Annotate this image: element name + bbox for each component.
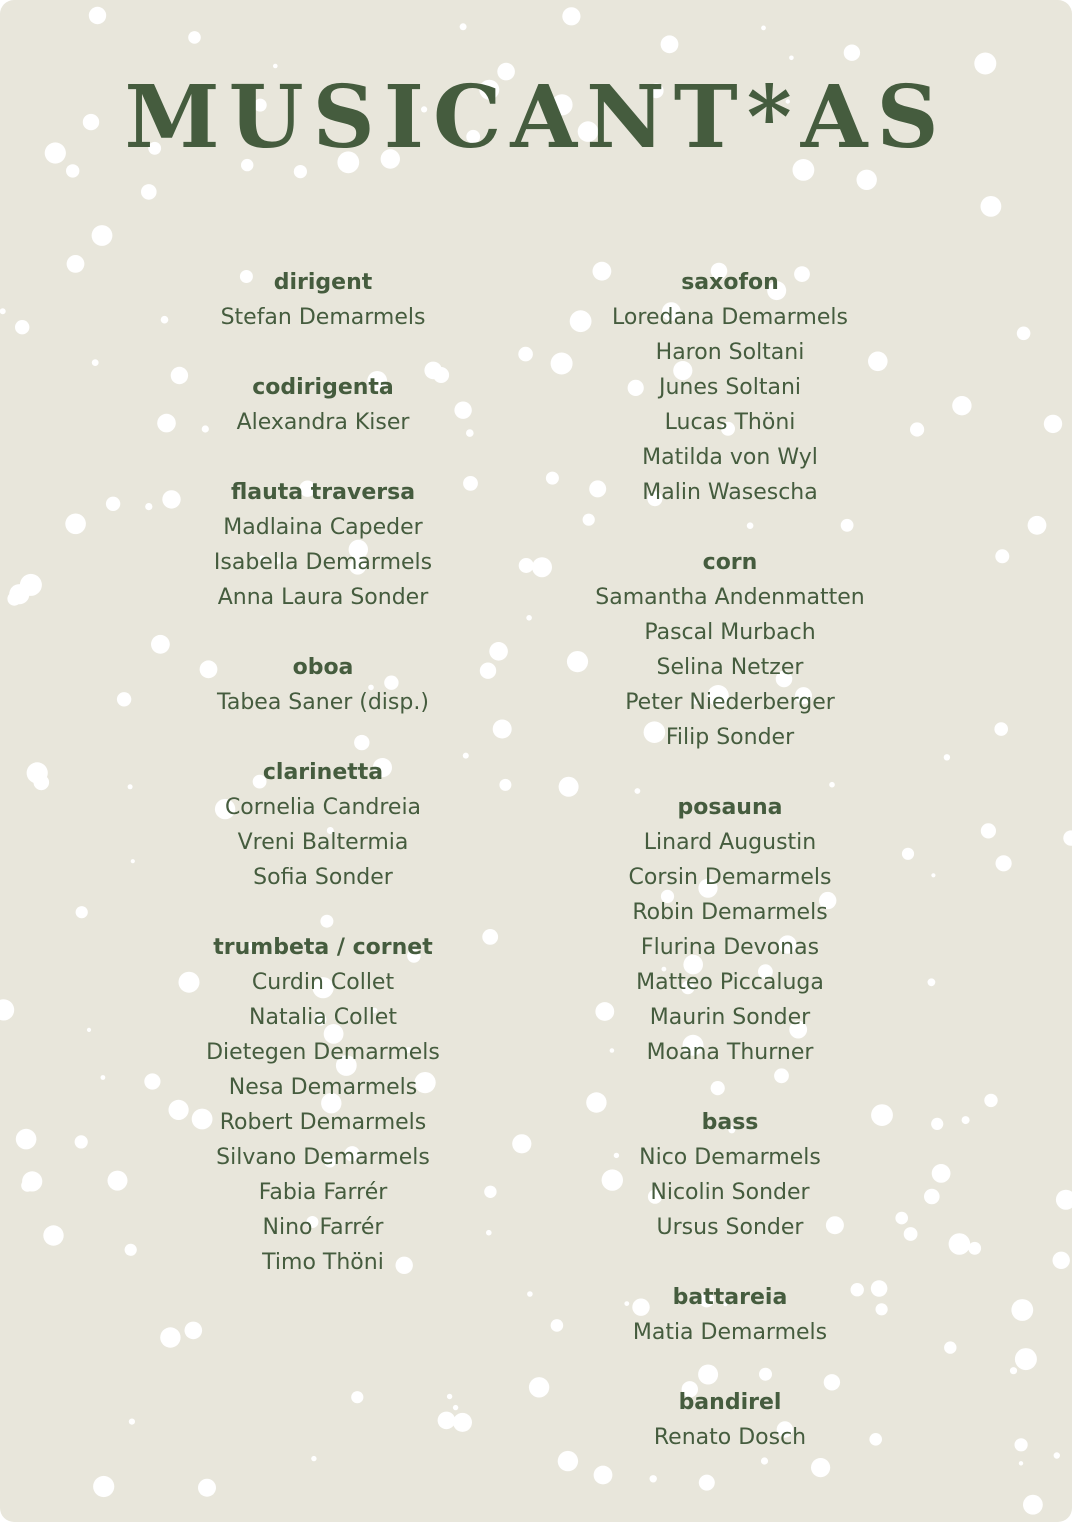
snow-dot [1063, 830, 1072, 845]
snow-dot [761, 26, 766, 31]
section-title: flauta traversa [230, 480, 416, 505]
snow-dot [185, 1322, 203, 1340]
member-name: Peter Niederberger [625, 690, 835, 715]
member-name: Samantha Andenmatten [595, 585, 865, 610]
snow-dot [87, 1028, 91, 1032]
snow-dot [562, 7, 580, 25]
member-name: Corsin Demarmels [628, 865, 832, 890]
member-name: Dietegen Demarmels [206, 1040, 440, 1065]
snow-dot [453, 1413, 472, 1432]
member-name: Sofia Sonder [253, 865, 393, 890]
member-name: Nicolin Sonder [650, 1180, 810, 1205]
snow-dot [1011, 1299, 1033, 1321]
section-title: corn [702, 550, 758, 575]
snow-dot [994, 722, 1008, 736]
member-name: Nesa Demarmels [228, 1075, 418, 1100]
snow-dot [968, 1242, 981, 1255]
member-name: Cornelia Candreia [224, 795, 422, 820]
snow-dot [101, 1075, 106, 1080]
snow-dot [92, 225, 113, 246]
snow-dot [981, 823, 996, 838]
member-name: Matia Demarmels [632, 1320, 828, 1345]
member-name: Pascal Murbach [644, 620, 816, 645]
snow-dot [27, 762, 48, 783]
instrument-section [113, 930, 533, 1280]
member-name: Robert Demarmels [219, 1110, 427, 1135]
member-name: Silvano Demarmels [216, 1145, 430, 1170]
snow-dot [1019, 1461, 1023, 1465]
member-name: Loredana Demarmels [612, 305, 848, 330]
snow-dot [447, 1394, 452, 1399]
instrument-section [113, 265, 533, 335]
snow-dot [1054, 1452, 1060, 1458]
member-name: Matteo Piccaluga [636, 970, 824, 995]
member-name: Renato Dosch [653, 1425, 807, 1450]
snow-dot [76, 906, 88, 918]
member-name: Nico Demarmels [639, 1145, 821, 1170]
snow-dot [92, 359, 99, 366]
snow-dot [43, 1225, 63, 1245]
snow-dot [1023, 1495, 1043, 1515]
snow-dot [1015, 1438, 1028, 1451]
member-name: Maurin Sonder [649, 1005, 811, 1030]
instrument-section [520, 1385, 940, 1455]
member-name: Linard Augustin [643, 830, 817, 855]
member-name: Junes Soltani [658, 375, 802, 400]
member-name: Matilda von Wyl [642, 445, 818, 470]
snow-dot [981, 196, 1002, 217]
member-name: Ursus Sonder [656, 1215, 804, 1240]
snow-dot [1028, 516, 1047, 535]
snow-dot [67, 255, 85, 273]
snow-dot [1053, 1252, 1070, 1269]
snow-dot [1015, 1348, 1037, 1370]
member-name: Nino Farrér [262, 1215, 384, 1240]
snow-dot [7, 592, 21, 606]
member-name: Fabia Farrér [258, 1180, 388, 1205]
member-name: Moana Thurner [646, 1040, 814, 1065]
snow-dot [962, 1116, 970, 1124]
left-column [113, 265, 533, 1315]
section-title: battareia [672, 1285, 788, 1310]
section-title: trumbeta / cornet [213, 935, 433, 960]
snow-dot [160, 1327, 180, 1347]
page-title: MUSICANT*AS [124, 67, 948, 168]
snow-dot [75, 1135, 88, 1148]
snow-dot [460, 23, 467, 30]
member-name: Natalia Collet [249, 1005, 397, 1030]
instrument-section [520, 1105, 940, 1245]
snow-dot [844, 45, 860, 61]
snow-dot [198, 1479, 216, 1497]
snow-dot [949, 1233, 971, 1255]
section-title: clarinetta [262, 760, 384, 785]
member-name: Timo Thöni [262, 1250, 384, 1275]
section-title: codirigenta [252, 375, 394, 400]
member-name: Selina Netzer [656, 655, 804, 680]
snow-dot [21, 1179, 33, 1191]
section-title: posauna [677, 795, 783, 820]
snow-dot [188, 31, 201, 44]
instrument-section [520, 545, 940, 755]
snow-dot [995, 549, 1009, 563]
section-title: oboa [292, 655, 354, 680]
instrument-section [113, 475, 533, 615]
member-name: Stefan Demarmels [220, 305, 426, 330]
snow-dot [311, 1456, 316, 1461]
snow-dot [1010, 1367, 1017, 1374]
member-name: Malin Wasescha [642, 480, 818, 505]
snow-dot [438, 1412, 456, 1430]
member-name: Anna Laura Sonder [217, 585, 429, 610]
member-name: Haron Soltani [655, 340, 805, 365]
instrument-section [113, 755, 533, 895]
snow-dot [89, 7, 106, 24]
snow-dot [15, 320, 29, 334]
instrument-section [113, 370, 533, 440]
snow-dot [1044, 415, 1062, 433]
snow-dot [1056, 1190, 1072, 1210]
snow-dot [1017, 327, 1031, 341]
member-name: Tabea Saner (disp.) [217, 690, 429, 715]
section-title: bass [701, 1110, 759, 1135]
snow-dot [944, 754, 950, 760]
member-name: Flurina Devonas [640, 935, 820, 960]
snow-dot [0, 999, 14, 1020]
instrument-section [520, 1280, 940, 1350]
snow-dot [351, 1391, 363, 1403]
member-name: Robin Demarmels [632, 900, 828, 925]
section-title: dirigent [273, 270, 373, 295]
snow-dot [996, 855, 1012, 871]
snow-dot [944, 1341, 956, 1353]
member-name: Isabella Demarmels [213, 550, 433, 575]
snow-dot [952, 396, 971, 415]
section-title: bandirel [678, 1390, 782, 1415]
member-name: Alexandra Kiser [236, 410, 410, 435]
right-column [520, 265, 940, 1490]
snow-dot [129, 1419, 135, 1425]
snow-dot [984, 1094, 997, 1107]
member-name: Curdin Collet [251, 970, 395, 995]
snow-dot [96, 1477, 113, 1494]
snow-dot [141, 184, 157, 200]
snow-dot [20, 574, 42, 596]
snow-dot [16, 1129, 37, 1150]
instrument-section [520, 265, 940, 510]
section-title: saxofon [681, 270, 779, 295]
snow-dot [0, 308, 6, 314]
member-name: Madlaina Capeder [223, 515, 423, 540]
snow-dot [789, 56, 794, 61]
instrument-section [520, 790, 940, 1070]
snow-dot [65, 514, 86, 535]
member-name: Lucas Thöni [664, 410, 796, 435]
snow-dot [661, 35, 679, 53]
snow-dot [453, 1405, 458, 1410]
member-name: Vreni Baltermia [237, 830, 409, 855]
instrument-section [113, 650, 533, 720]
member-name: Filip Sonder [665, 725, 795, 750]
